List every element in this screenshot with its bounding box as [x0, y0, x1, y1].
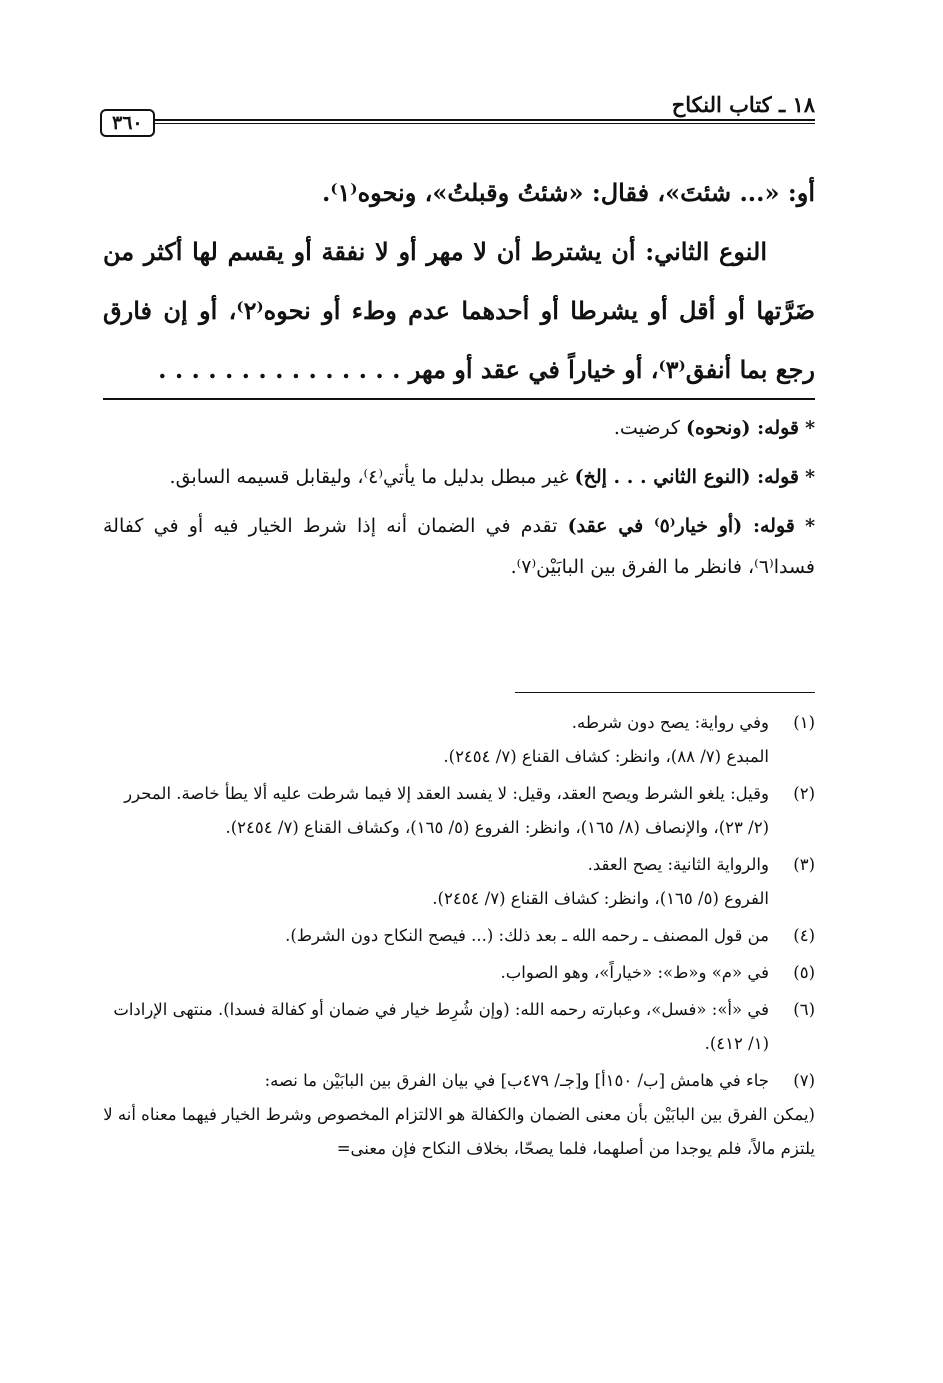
commentary-label: قوله: (النوع الثاني . . . إلخ) [574, 466, 800, 488]
star-bullet-icon: * [805, 515, 815, 537]
page-number: ٣٦٠ [100, 109, 155, 137]
footnote-number: (٤) [793, 926, 815, 945]
commentary-label: قوله: (ونحوه) [686, 417, 800, 439]
footnote [103, 1064, 815, 1166]
main-text-divider [103, 398, 815, 400]
footnote-line: في «م» و«ط»: «خياراً»، وهو الصواب. [500, 963, 769, 982]
footnotes [103, 706, 815, 1169]
footnote-line: وقيل: يلغو الشرط ويصح العقد، وقيل: لا يفسد العقد إلا فيما شرطت عليه ألا يطأ خاصة. المحرر (٢/ ٢٣)، والإنصاف (٨/ ١٦٥)، وانظر: الفروع (٥/ ١٦٥)، وكشاف القناع (٧/ ٢٤٥٤). [124, 784, 769, 837]
footnote-number: (٦) [793, 1000, 815, 1019]
commentary-text: تقدم في الضمان أنه إذا شرط الخيار فيه أو في كفالة فسدا⁽٦⁾، فانظر ما الفرق بين البابَيْن⁽٧⁾. [103, 515, 815, 578]
footnote-number: (٣) [793, 855, 815, 874]
footnote [103, 706, 815, 774]
commentary-label: قوله: (أو خيار⁽٥⁾ في عقد) [567, 515, 795, 537]
footnote-line: من قول المصنف ـ رحمه الله ـ بعد ذلك: (... فيصح النكاح دون الشرط). [285, 926, 769, 945]
commentary-section [103, 408, 815, 596]
main-text [103, 163, 815, 399]
footnote-number: (٧) [793, 1071, 815, 1090]
running-header [102, 92, 815, 134]
footnote-line: جاء في هامش [ب/ ١٥٠أ] و[جـ/ ٤٧٩ب] في بيان الفرق بين البابَيْن ما نصه: [264, 1071, 769, 1090]
footnote [103, 993, 815, 1061]
footnote-line: الفروع (٥/ ١٦٥)، وانظر: كشاف القناع (٧/ ٢٤٥٤). [432, 889, 769, 908]
footnotes-divider [515, 692, 815, 693]
footnote-line: وفي رواية: يصح دون شرطه. [571, 713, 769, 732]
main-paragraph-2: النوع الثاني: أن يشترط أن لا مهر أو لا نفقة أو يقسم لها أكثر من ضَرَّتها أو أقل أو يشرطا أو أحدهما عدم وطء أو نحوه⁽٢⁾، أو إن فارق رجع بما أنفق⁽٣⁾، أو خياراً في عقد أو مهر . . . . . . . . . . . . . . . [103, 237, 815, 384]
commentary-item [103, 408, 815, 449]
footnote [103, 848, 815, 916]
commentary-text: غير مبطل بدليل ما يأتي⁽٤⁾، وليقابل قسيمه السابق. [169, 466, 575, 488]
footnote-number: (٥) [793, 963, 815, 982]
footnote-number: (٢) [793, 784, 815, 803]
commentary-item [103, 506, 815, 588]
footnote [103, 956, 815, 990]
footnote-line: المبدع (٧/ ٨٨)، وانظر: كشاف القناع (٧/ ٢٤٥٤). [443, 747, 769, 766]
footnote-line: في «أ»: «فسل»، وعبارته رحمه الله: (وإن شُرِط خيار في ضمان أو كفالة فسدا). منتهى الإرادات (١/ ٤١٢). [113, 1000, 769, 1053]
main-line-1: أو: «... شئتَ»، فقال: «شئتُ وقبلتُ»، ونحوه⁽١⁾. [322, 178, 815, 207]
footnote [103, 919, 815, 953]
footnote-line: والرواية الثانية: يصح العقد. [587, 855, 769, 874]
header-rule [102, 119, 815, 124]
chapter-title: ١٨ ـ كتاب النكاح [671, 92, 815, 117]
commentary-item [103, 457, 815, 498]
footnote-line: (يمكن الفرق بين البابَيْن بأن معنى الضمان والكفالة هو الالتزام المخصوص وشرط الخيار فيهما معناه أنه لا يلتزم مالاً، فلم يوجدا من أصلهما، فلما يصحّا، بخلاف النكاح فإن معنى= [103, 1105, 815, 1158]
star-bullet-icon: * [805, 417, 815, 439]
footnote-number: (١) [793, 713, 815, 732]
footnote [103, 777, 815, 845]
commentary-text: كرضيت. [613, 417, 687, 439]
star-bullet-icon: * [805, 466, 815, 488]
